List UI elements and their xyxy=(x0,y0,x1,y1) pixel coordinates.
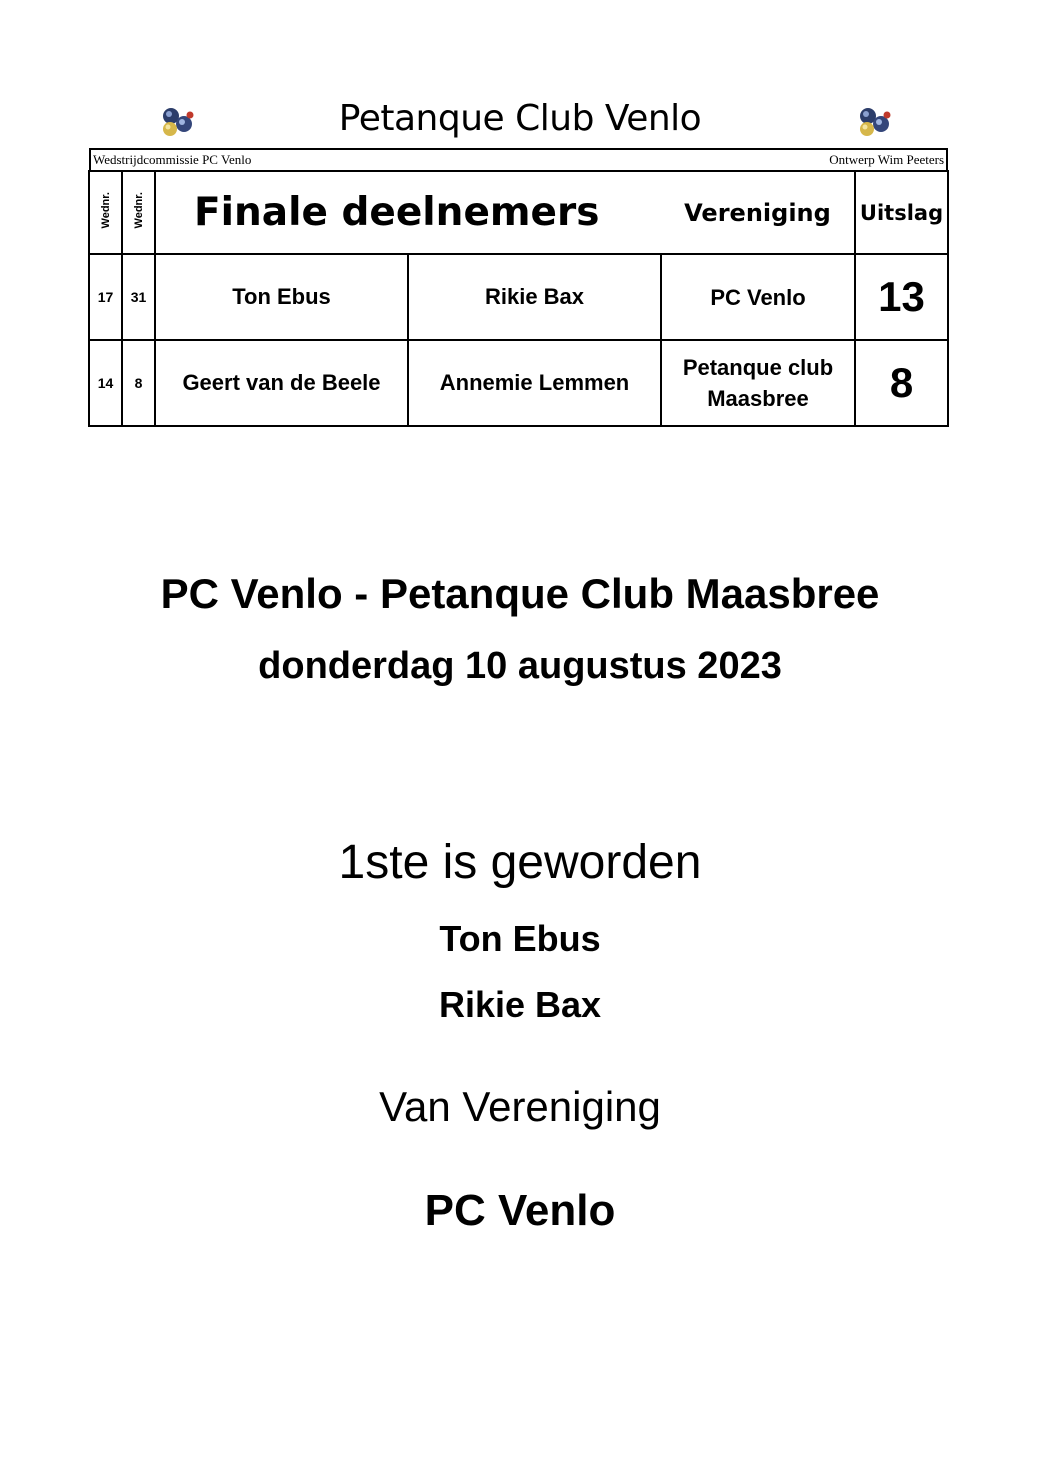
column-header-uitslag: Uitslag xyxy=(855,171,948,254)
score: 13 xyxy=(855,254,948,340)
column-label-wednr: Wednr. xyxy=(99,191,112,229)
player-name: Ton Ebus xyxy=(155,254,408,340)
player-name: Rikie Bax xyxy=(408,254,661,340)
player-name: Annemie Lemmen xyxy=(408,340,661,426)
winner-player: Rikie Bax xyxy=(438,984,602,1025)
winner-club: PC Venlo xyxy=(424,1186,616,1235)
match-number: 8 xyxy=(122,340,155,426)
results-table xyxy=(88,148,949,427)
club-name: Petanque club Maasbree xyxy=(661,340,855,426)
score: 8 xyxy=(855,340,948,426)
match-number: 31 xyxy=(122,254,155,340)
winner-intro: 1ste is geworden xyxy=(338,836,702,889)
van-vereniging-label: Van Vereniging xyxy=(379,1083,661,1130)
winner-player: Ton Ebus xyxy=(439,918,601,959)
club-title: Petanque Club Venlo xyxy=(338,98,702,139)
column-header-vereniging: Vereniging xyxy=(661,171,855,254)
match-date: donderdag 10 augustus 2023 xyxy=(258,645,782,687)
table-row xyxy=(89,340,948,426)
designer-note: Ontwerp Wim Peeters xyxy=(829,152,945,167)
club-name: PC Venlo xyxy=(661,254,855,340)
table-title: Finale deelnemers xyxy=(155,171,661,254)
table-row xyxy=(89,254,948,340)
match-title: PC Venlo - Petanque Club Maasbree xyxy=(160,570,880,617)
column-label-wednr: Wednr. xyxy=(132,191,145,229)
match-number: 17 xyxy=(89,254,122,340)
committee-note: Wedstrijdcommissie PC Venlo xyxy=(93,152,252,167)
match-number: 14 xyxy=(89,340,122,426)
player-name: Geert van de Beele xyxy=(155,340,408,426)
table-header xyxy=(89,171,948,254)
